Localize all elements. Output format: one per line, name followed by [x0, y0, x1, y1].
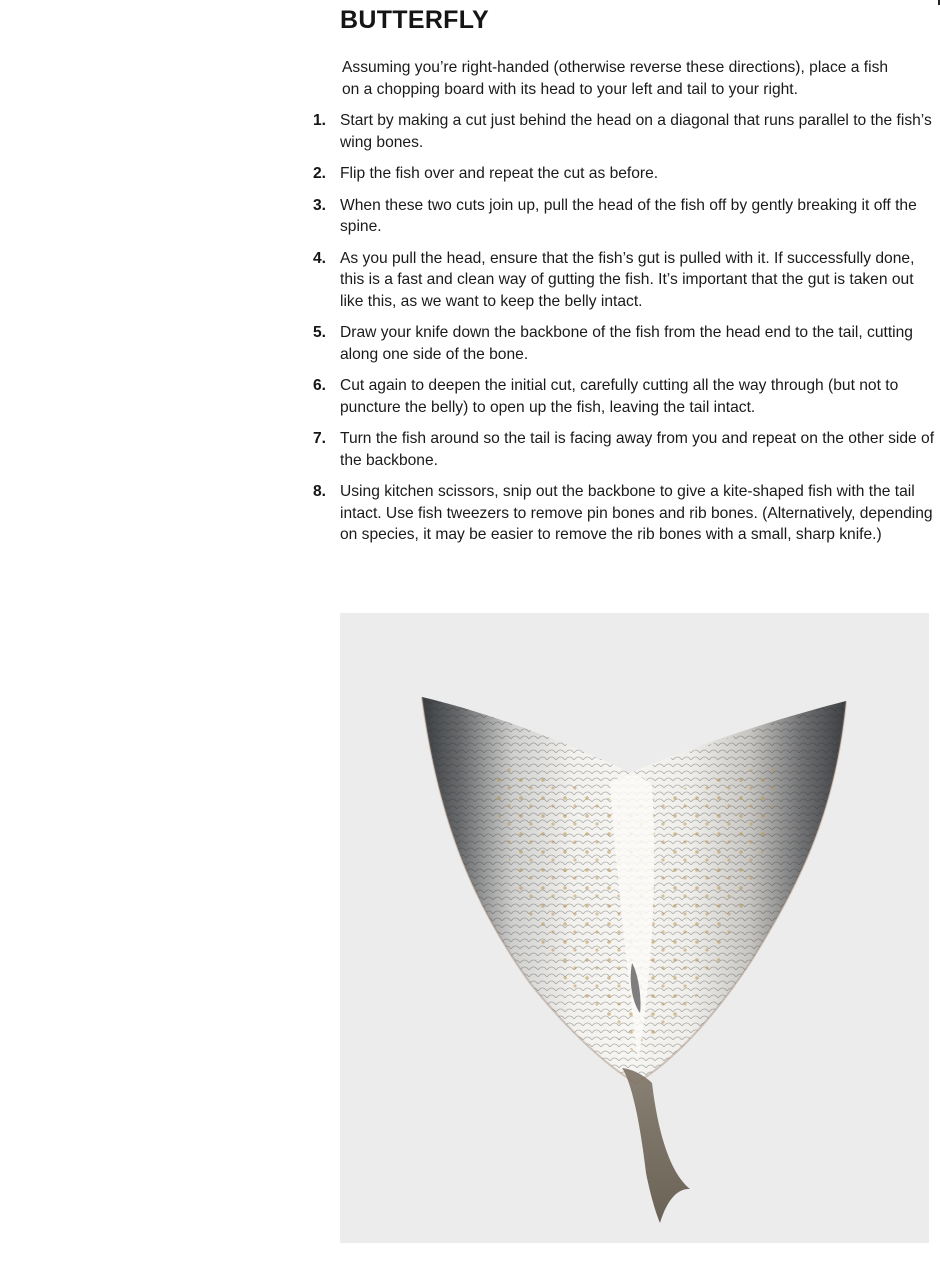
step-item: [313, 375, 940, 418]
step-item: [313, 163, 940, 185]
step-item: [313, 481, 940, 546]
step-text: Turn the fish around so the tail is facing away from you and repeat on the other side of the backbone.: [340, 430, 935, 469]
step-number: 8.: [313, 483, 327, 500]
step-item: [313, 110, 940, 153]
step-text: As you pull the head, ensure that the fish’s gut is pulled with it. If successfully done, this is a fast and clean way of gutting the fish. It’s important that the gut is taken out like this, as we want to keep the belly intact.: [340, 249, 915, 310]
step-text: Start by making a cut just behind the head on a diagonal that runs parallel to the fish’s wing bones.: [340, 112, 932, 151]
intro-paragraph: Assuming you’re right-handed (otherwise reverse these directions), place a fish on a chopping board with its head to your left and tail to your right.: [342, 59, 889, 98]
section-title: BUTTERFLY: [340, 6, 490, 34]
step-item: [313, 322, 940, 365]
fish-tail: [622, 1068, 690, 1223]
step-number: 5.: [313, 324, 327, 341]
butterflied-fish-photo: [340, 613, 929, 1243]
step-number: 1.: [313, 112, 327, 129]
fish-illustration: [340, 613, 929, 1243]
step-number: 4.: [313, 249, 327, 267]
step-text: Flip the fish over and repeat the cut as before.: [340, 165, 659, 182]
step-text: Using kitchen scissors, snip out the backbone to give a kite-shaped fish with the tail intact. Use fish tweezers to remove pin bones and rib bones. (Alternatively, depending on species, it may be easier to remove the rib bones with a small, sharp knife.): [340, 483, 933, 543]
step-number: 3.: [313, 196, 327, 214]
step-item: [313, 428, 940, 471]
step-text: Draw your knife down the backbone of the fish from the head end to the tail, cutting along one side of the bone.: [340, 324, 913, 363]
step-item: [313, 248, 940, 313]
step-number: 2.: [313, 165, 327, 182]
step-text: When these two cuts join up, pull the head of the fish off by gently breaking it off the spine.: [340, 196, 917, 235]
step-number: 7.: [313, 430, 327, 447]
steps-list: [313, 110, 940, 556]
step-item: [313, 195, 940, 238]
step-text: Cut again to deepen the initial cut, carefully cutting all the way through (but not to puncture the belly) to open up the fish, leaving the tail intact.: [340, 377, 899, 416]
step-number: 6.: [313, 377, 327, 394]
